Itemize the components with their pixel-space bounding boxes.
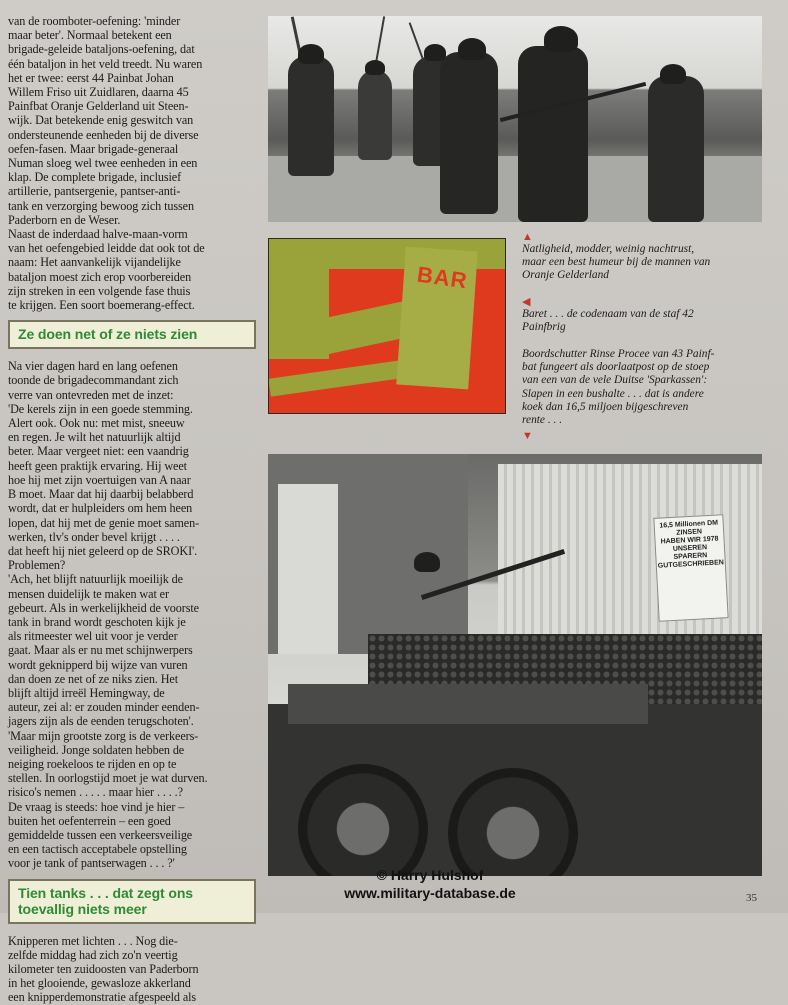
arrow-up-icon: ▲ bbox=[522, 231, 533, 243]
photo-baret-sign bbox=[268, 238, 506, 414]
caption-boordschutter: Boordschutter Rinse Procee van 43 Painf- bat fungeert als doorlaatpost op de stoep van een van de vele Duitse 'Sparkassen': Slapen in een bushalte . . . dat is andere koek dan 16,5 miljoen bijgeschreven rente . . . bbox=[522, 348, 715, 427]
sparkasse-poster: 16,5 Millionen DM ZINSEN HABEN WIR 1978 UNSEREN SPARERN GUTGESCHRIEBEN bbox=[653, 514, 728, 622]
article-left-column bbox=[8, 14, 256, 1005]
caption-soldiers: Natligheid, modder, weinig nachtrust, maar een best humeur bij de mannen van Oranje Gelderland bbox=[522, 243, 711, 282]
arrow-down-icon: ▼ bbox=[522, 430, 533, 443]
photo-armored-vehicle bbox=[268, 454, 762, 876]
baret-sign-text: BAR bbox=[415, 261, 470, 294]
subheading-tien-tanks: Tien tanks . . . dat zegt ons toevallig niets meer bbox=[8, 879, 256, 924]
caption-baret: Baret . . . de codenaam van de staf 42 Painfbrig bbox=[522, 307, 694, 333]
subheading-ze-doen-net: Ze doen net of ze niets zien bbox=[8, 320, 256, 349]
photo-credit: © Harry Hulshof www.military-database.de bbox=[344, 867, 516, 901]
article-paragraph-3: Knipperen met lichten . . . Nog die- zelfde middag had zich zo'n veertig kilometer ten zuidoosten van Paderborn in het glooiende, gewasloze akkerland een knipperdemonstratie afgespeeld als bbox=[8, 933, 199, 1005]
photo-captions bbox=[522, 232, 772, 442]
photo-soldiers-marching bbox=[268, 16, 762, 222]
article-paragraph-1: van de roomboter-oefening: 'minder maar beter'. Normaal betekent een brigade-geleide bataljons-oefening, dat één bataljon in het veld treedt. Nu waren het er twee: eerst 44 Painbat Johan Willem Friso uit Zuidlaren, daarna 45 Painfbat Oranje Gelderland uit Steen- wijk. Dat betekende enig geswitch van ondersteunende eenheden bij de diverse oefen-fasen. Maar brigade-generaal Numan sloeg wel twee eenheden in een klap. De complete brigade, inclusief artillerie, pantsergenie, pantser-anti- tank en verzorging bewoog zich tussen Paderborn en de Weser. Naast de inderdaad halve-maan-vorm van het oefengebied leidde dat ook tot de naam: Het aanvankelijk vijandelijke bataljon moest zich erop voorbereiden zijn streken in een volgende fase thuis te krijgen. Een soort boemerang-effect. bbox=[8, 14, 205, 313]
arrow-left-icon: ◀ bbox=[522, 295, 531, 308]
article-paragraph-2: Na vier dagen hard en lang oefenen toonde de brigadecommandant zich verre van ontevreden met de inzet: 'De kerels zijn in een goede stemming. Alert ook. Ook nu: met mist, sneeuw en regen. Je wilt het natuurlijk altijd beter. Maar vergeet niet: een vaandrig heeft geen praktijk ervaring. Hij weet hoe hij met zijn voertuigen van A naar B moet. Maar dat hij daarbij belabberd wordt, dat er hulpleiders om hem heen lopen, dat hij met de genie moet samen- werken, tlv's onder bevel krijgt . . . . dat heeft hij niet geleerd op de SROKI'. Problemen? 'Ach, het blijft natuurlijk moeilijk de mensen duidelijk te maken wat er gebeurt. Als in werkelijkheid de voorste tank in brand wordt geschoten kijk je als ritmeester wel uit voor je verder gaat. Maar als er nu met schijnwerpers wordt geknipperd bij wijze van vuren dan doen ze net of ze niks zien. Het blijft altijd irreël Hemingway, de auteur, zei al: er zouden minder eenden- jagers zijn als de eenden terugschoten'. 'Maar mijn grootste zorg is de verkeers- veiligheid. Jonge soldaten hebben de neiging roekeloos te rijden en op te stellen. In oorlogstijd moet je wat durven. risico's nemen . . . . . maar hier . . . .? De vraag is steeds: hoe vind je hier – buiten het oefenterrein – een goed gemiddelde tussen een verkeersveilige en een tactisch acceptabele opstelling voor je tank of pantserwagen . . . ?' bbox=[8, 359, 208, 871]
page-number: 35 bbox=[746, 892, 757, 904]
